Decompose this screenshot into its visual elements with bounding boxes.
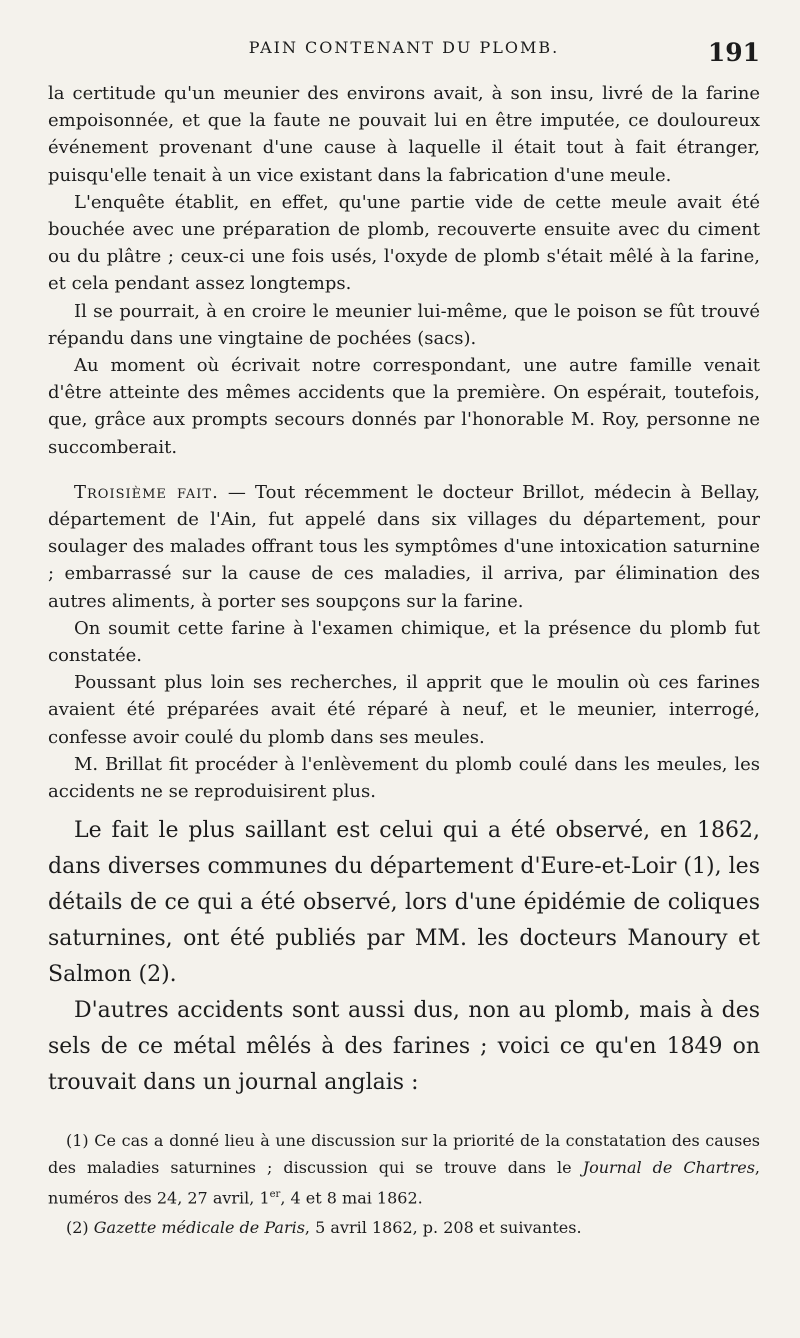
footnotes xyxy=(48,1127,760,1240)
paragraph-brillat: M. Brillat fit procéder à l'enlèvement du plomb coulé dans les meules, les accidents ne se reproduisirent plus. xyxy=(48,753,760,803)
paragraph-correspondant: Au moment où écrivait notre correspondant, une autre famille venait d'être atteinte des mêmes accidents que la première. On espérait, toutefois, que, grâce aux prompts secours donnés par l'honorable M. Roy, personne ne succomberait. xyxy=(48,355,760,458)
paragraph-eure-et-loir: Le fait le plus saillant est celui qui a été observé, en 1862, dans diverses communes du département d'Eure-et-Loir (1), les détails de ce qui a été observé, lors d'une épidémie de coliques saturnines, ont été publiés par MM. les docteurs Manoury et Salmon (2). xyxy=(48,818,760,988)
footnote-1-dates: , numéros des 24, 27 avril, 1 xyxy=(48,1158,760,1208)
footnote-1-superscript: er xyxy=(269,1189,281,1201)
paragraph-moulin: Poussant plus loin ses recherches, il apprit que le moulin où ces farines avaient été préparées avait été réparé à neuf, et le meunier, interrogé, confesse avoir coulé du plomb dans ses meules. xyxy=(48,672,760,748)
footnote-2-text: , 5 avril 1862, p. 208 et suivantes. xyxy=(304,1217,582,1237)
footnote-2 xyxy=(48,1214,760,1241)
footnote-1-journal: Journal de Chartres xyxy=(582,1158,755,1178)
paragraph-examen: On soumit cette farine à l'examen chimique, et la présence du plomb fut constatée. xyxy=(48,617,760,667)
page-number: 191 xyxy=(707,38,760,67)
footnote-1 xyxy=(48,1127,760,1211)
body-large-section xyxy=(48,813,760,1101)
page-header xyxy=(48,30,760,80)
paragraph-sels: D'autres accidents sont aussi dus, non au plomb, mais à des sels de ce métal mêlés à des farines ; voici ce qu'en 1849 on trouvait dans un journal anglais : xyxy=(48,998,760,1096)
footnote-1-text: (1) Ce cas a donné lieu à une discussion sur la priorité de la constatation des causes des maladies saturnines ; discussion qui se trouve dans le xyxy=(48,1131,760,1178)
body-small-section xyxy=(48,80,760,805)
footnote-1-end: , 4 et 8 mai 1862. xyxy=(280,1188,423,1208)
troisieme-fait-text: — Tout récemment le docteur Brillot, médecin à Bellay, département de l'Ain, fut appelé dans six villages du département, pour soulager des malades offrant tous les symptômes d'une intoxication saturnine ; embarrassé sur la cause de ces maladies, il arriva, par élimination des autres aliments, à porter ses soupçons sur la farine. xyxy=(48,481,760,612)
running-head: PAIN CONTENANT DU PLOMB. xyxy=(248,38,560,57)
troisieme-fait-label: Troisième fait. xyxy=(74,481,219,503)
book-page xyxy=(48,30,760,1241)
paragraph-troisieme-fait xyxy=(48,479,760,615)
footnote-2-marker: (2) xyxy=(66,1217,94,1237)
footnote-2-gazette: Gazette médicale de Paris xyxy=(93,1217,305,1237)
paragraph-enquete: L'enquête établit, en effet, qu'une partie vide de cette meule avait été bouchée avec une préparation de plomb, recouverte ensuite avec du ciment ou du plâtre ; ceux-ci une fois usés, l'oxyde de plomb s'était mêlé à la farine, et cela pendant assez longtemps. xyxy=(48,191,760,295)
paragraph-poison: Il se pourrait, à en croire le meunier lui-même, que le poison se fût trouvé répandu dans une vingtaine de pochées (sacs). xyxy=(48,300,760,349)
paragraph-continuation: la certitude qu'un meunier des environs avait, à son insu, livré de la farine empoisonnée, et que la faute ne pouvait lui en être imputée, ce douloureux événement provenant d'une cause à laquelle il était tout à fait étranger, puisqu'elle tenait à un vice existant dans la fabrication d'une meule. xyxy=(48,83,760,186)
